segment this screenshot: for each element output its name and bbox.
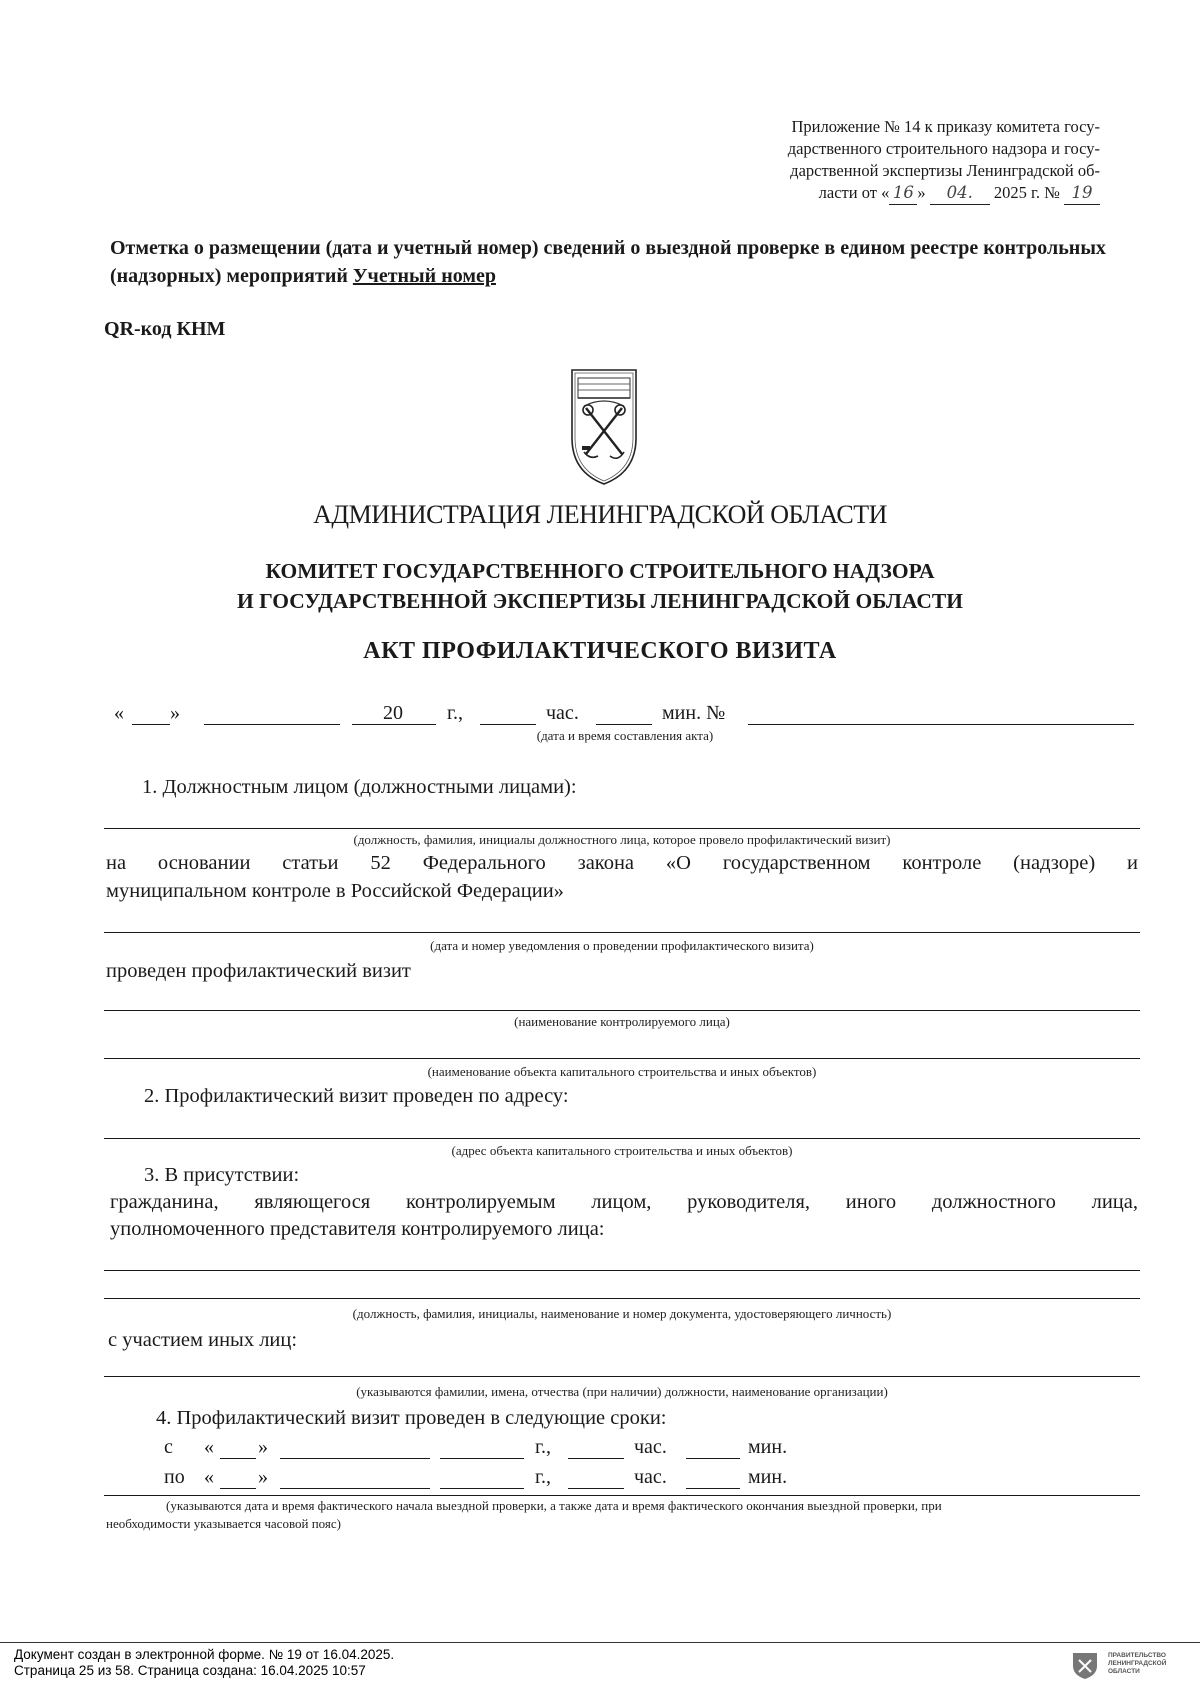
logo-line-3: ОБЛАСТИ bbox=[1108, 1668, 1140, 1675]
government-emblem-icon bbox=[1070, 1650, 1100, 1680]
notice-caption: (дата и номер уведомления о проведении профилактического визита) bbox=[430, 938, 814, 953]
to-open-quote: « bbox=[204, 1466, 214, 1488]
logo-text bbox=[1108, 1652, 1166, 1676]
logo-line-1: ПРАВИТЕЛЬСТВО bbox=[1108, 1652, 1166, 1659]
presence-field-2[interactable] bbox=[104, 1298, 1140, 1299]
presence-field-1[interactable] bbox=[104, 1270, 1140, 1271]
to-hours-label: час. bbox=[634, 1466, 667, 1488]
from-open-quote: « bbox=[204, 1436, 214, 1458]
to-minutes-field[interactable] bbox=[686, 1488, 740, 1489]
official-field[interactable] bbox=[104, 828, 1140, 829]
to-label: по bbox=[164, 1466, 185, 1488]
section-1-heading: 1. Должностным лицом (должностными лицами): bbox=[142, 776, 577, 798]
minutes-field[interactable] bbox=[596, 724, 652, 725]
registry-note-text: Отметка о размещении (дата и учетный номер) сведений о выездной проверке в едином реестре контрольных (надзорных) мероприятий bbox=[110, 237, 1106, 287]
government-logo bbox=[1070, 1650, 1198, 1690]
others-caption: (указываются фамилии, имена, отчества (при наличии) должности, наименование организации) bbox=[356, 1384, 888, 1399]
period-caption-line-2: необходимости указывается часовой пояс) bbox=[106, 1516, 341, 1531]
section-2-heading: 2. Профилактический визит проведен по адресу: bbox=[144, 1085, 569, 1107]
to-year-field[interactable] bbox=[440, 1488, 524, 1489]
footer-divider bbox=[0, 1642, 1200, 1643]
from-month-field[interactable] bbox=[280, 1458, 430, 1459]
controlled-person-field[interactable] bbox=[104, 1010, 1140, 1011]
to-hours-field[interactable] bbox=[568, 1488, 624, 1489]
footer-line-1: Документ создан в электронной форме. № 19 от 16.04.2025. bbox=[14, 1647, 395, 1662]
act-title: АКТ ПРОФИЛАКТИЧЕСКОГО ВИЗИТА bbox=[363, 638, 837, 664]
year-field[interactable] bbox=[352, 724, 436, 725]
logo-line-2: ЛЕНИНГРАДСКОЙ bbox=[1108, 1660, 1167, 1667]
annex-note bbox=[712, 116, 1100, 205]
hours-label: час. bbox=[546, 702, 579, 724]
day-field[interactable] bbox=[132, 724, 170, 725]
presence-caption: (должность, фамилия, инициалы, наименование и номер документа, удостоверяющего личность) bbox=[352, 1306, 892, 1321]
others-field[interactable] bbox=[104, 1376, 1140, 1377]
from-minutes-field[interactable] bbox=[686, 1458, 740, 1459]
period-rule bbox=[104, 1495, 1140, 1496]
annex-quote-close: » bbox=[917, 183, 926, 202]
annex-year-text: 2025 г. № bbox=[993, 183, 1060, 202]
presence-line-1: гражданина, являющегося контролируемым лицом, руководителя, иного должностного лица, bbox=[110, 1191, 1138, 1213]
administration-title: АДМИНИСТРАЦИЯ ЛЕНИНГРАДСКОЙ ОБЛАСТИ bbox=[313, 500, 887, 529]
address-field[interactable] bbox=[104, 1138, 1140, 1139]
from-day-field[interactable] bbox=[220, 1458, 256, 1459]
to-minutes-label: мин. bbox=[748, 1466, 788, 1488]
from-year-label: г., bbox=[535, 1436, 551, 1458]
year-suffix: г., bbox=[447, 702, 463, 724]
footer-line-2: Страница 25 из 58. Страница создана: 16.04.2025 10:57 bbox=[14, 1663, 366, 1678]
presence-line-2: уполномоченного представителя контролируемого лица: bbox=[110, 1218, 605, 1240]
controlled-person-caption: (наименование контролируемого лица) bbox=[514, 1014, 730, 1029]
to-year-label: г., bbox=[535, 1466, 551, 1488]
basis-line-2: муниципальном контроле в Российской Федерации» bbox=[106, 880, 564, 902]
hours-field[interactable] bbox=[480, 724, 536, 725]
object-caption: (наименование объекта капитального строительства и иных объектов) bbox=[427, 1064, 817, 1079]
date-line-caption: (дата и время составления акта) bbox=[536, 728, 714, 743]
registry-note bbox=[110, 234, 1110, 290]
section-4-heading: 4. Профилактический визит проведен в следующие сроки: bbox=[156, 1407, 667, 1429]
committee-title bbox=[0, 556, 1200, 616]
committee-line-1: КОМИТЕТ ГОСУДАРСТВЕННОГО СТРОИТЕЛЬНОГО НАДЗОРА bbox=[265, 559, 935, 583]
to-month-field[interactable] bbox=[280, 1488, 430, 1489]
handwritten-number: 19 bbox=[1064, 182, 1100, 205]
basis-line-1: на основании статьи 52 Федерального закона «О государственном контроле (надзоре) и bbox=[106, 852, 1138, 874]
visit-conducted-text: проведен профилактический визит bbox=[106, 960, 411, 982]
official-caption: (должность, фамилия, инициалы должностного лица, которое провело профилактический визит) bbox=[353, 832, 891, 847]
committee-line-2: И ГОСУДАРСТВЕННОЙ ЭКСПЕРТИЗЫ ЛЕНИНГРАДСКОЙ ОБЛАСТИ bbox=[237, 589, 963, 613]
footer-stamp bbox=[14, 1647, 394, 1679]
object-field[interactable] bbox=[104, 1058, 1140, 1059]
to-close-quote: » bbox=[258, 1466, 268, 1488]
annex-date-line bbox=[712, 182, 1100, 205]
date-close-quote: » bbox=[170, 702, 180, 724]
annex-text: Приложение № 14 к приказу комитета госу-дарственного строительного надзора и госу-дарственной экспертизы Ленинградской об- bbox=[787, 117, 1100, 180]
address-caption: (адрес объекта капитального строительства и иных объектов) bbox=[451, 1143, 793, 1158]
to-day-field[interactable] bbox=[220, 1488, 256, 1489]
period-caption-line-1: (указываются дата и время фактического начала выездной проверки, а также дата и время фактического окончания выездной проверки, при bbox=[166, 1498, 942, 1513]
from-hours-label: час. bbox=[634, 1436, 667, 1458]
from-hours-field[interactable] bbox=[568, 1458, 624, 1459]
qr-code-label: QR-код КНМ bbox=[104, 318, 226, 340]
from-close-quote: » bbox=[258, 1436, 268, 1458]
account-number-label: Учетный номер bbox=[352, 265, 496, 287]
handwritten-month: 04. bbox=[930, 182, 990, 205]
minutes-number-label: мин. № bbox=[662, 702, 726, 724]
section-3-heading: 3. В присутствии: bbox=[144, 1164, 300, 1186]
from-year-field[interactable] bbox=[440, 1458, 524, 1459]
notice-field[interactable] bbox=[104, 932, 1140, 933]
act-number-field[interactable] bbox=[748, 724, 1134, 725]
month-field[interactable] bbox=[204, 724, 340, 725]
coat-of-arms-icon bbox=[570, 368, 638, 486]
year-prefix: 20 bbox=[383, 702, 403, 724]
others-text: с участием иных лиц: bbox=[108, 1329, 298, 1351]
from-label: с bbox=[164, 1436, 173, 1458]
from-minutes-label: мин. bbox=[748, 1436, 788, 1458]
annex-date-prefix: ласти от « bbox=[818, 183, 890, 202]
date-open-quote: « bbox=[114, 702, 124, 724]
handwritten-day: 16 bbox=[889, 182, 917, 205]
